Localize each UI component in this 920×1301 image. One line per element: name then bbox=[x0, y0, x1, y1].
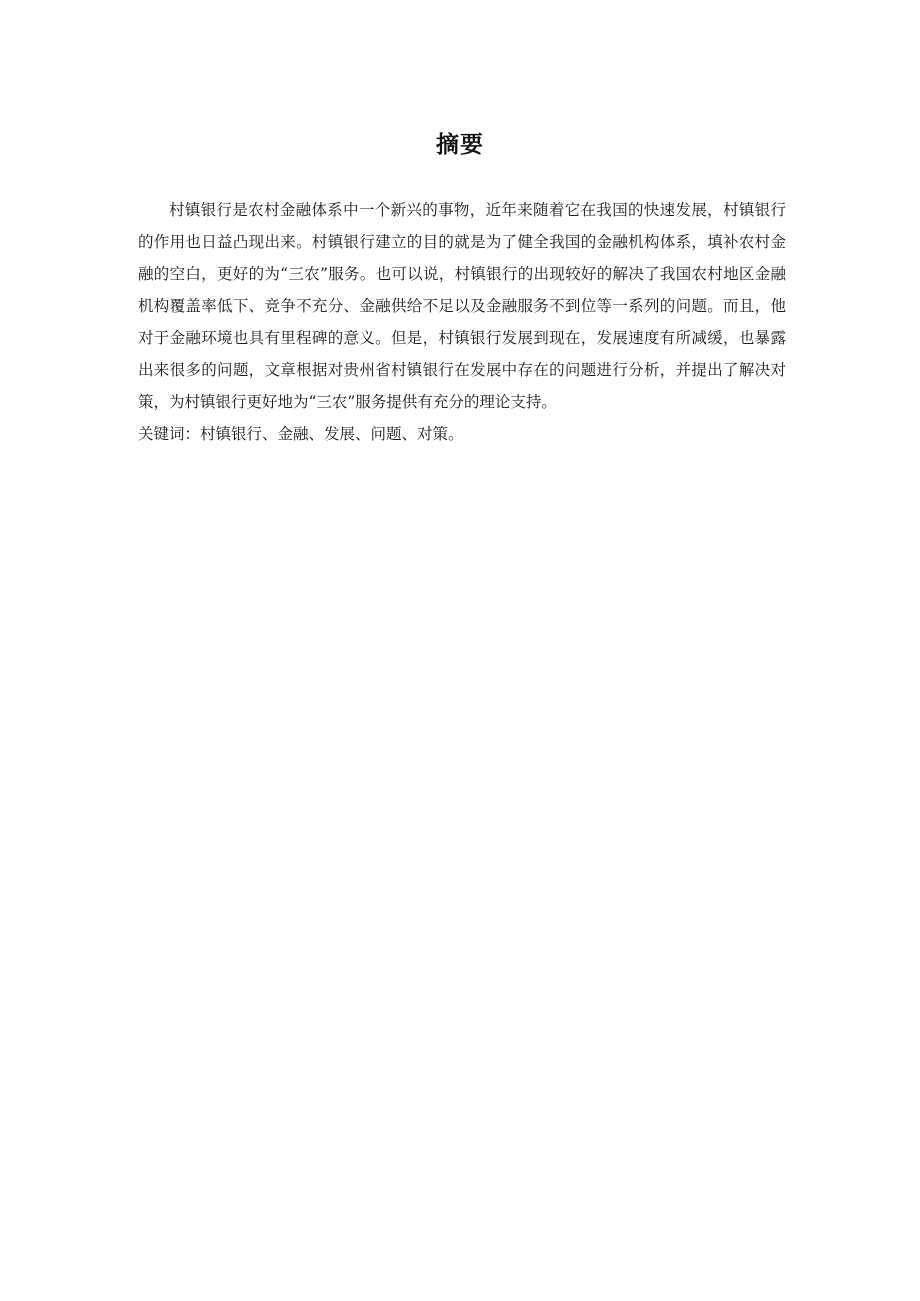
page-title: 摘要 bbox=[436, 132, 484, 158]
abstract-paragraph: 村镇银行是农村金融体系中一个新兴的事物，近年来随着它在我国的快速发展，村镇银行的作用也日益凸现出来。村镇银行建立的目的就是为了健全我国的金融机构体系，填补农村金融的空白，更好的为“三农”服务。也可以说，村镇银行的出现较好的解决了我国农村地区金融机构覆盖率低下、竞争不充分、金融供给不足以及金融服务不到位等一系列的问题。而且，他对于金融环境也具有里程碑的意义。但是，村镇银行发展到现在，发展速度有所减缓，也暴露出来很多的问题，文章根据对贵州省村镇银行在发展中存在的问题进行分析，并提出了解决对策，为村镇银行更好地为“三农”服务提供有充分的理论支持。 bbox=[138, 201, 786, 411]
keywords-line: 关键词：村镇银行、金融、发展、问题、对策。 bbox=[138, 425, 464, 443]
abstract-body bbox=[138, 194, 786, 450]
